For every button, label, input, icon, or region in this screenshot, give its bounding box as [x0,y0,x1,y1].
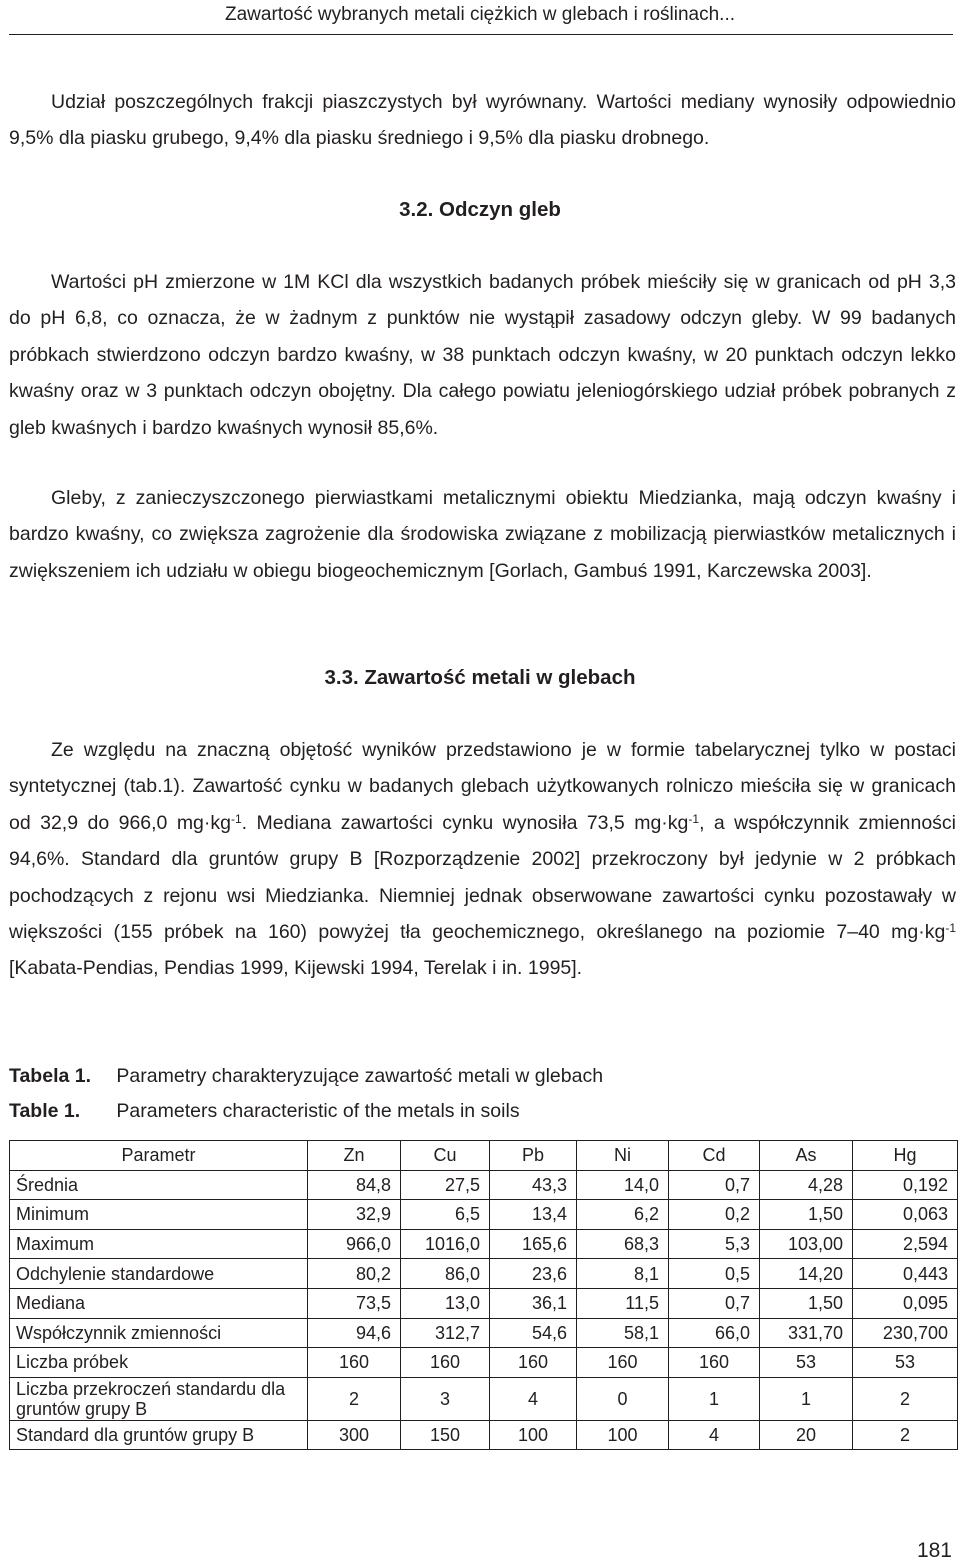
row-label: Współczynnik zmienności [10,1318,308,1348]
table-cell: 5,3 [669,1229,760,1259]
table-cell: 4 [490,1377,577,1420]
metals-parameters-table [9,1140,958,1450]
table-cell: 2 [853,1420,958,1450]
table-cell: 53 [853,1348,958,1378]
table-cell: 43,3 [490,1170,577,1200]
table-cell: 20 [760,1420,853,1450]
running-header: Zawartość wybranych metali ciężkich w glebach i roślinach... [224,4,736,25]
table-row [10,1377,958,1420]
table-cell: 966,0 [308,1229,401,1259]
paragraph-ph-values: Wartości pH zmierzone w 1M KCl dla wszystkich badanych próbek mieściły się w granicach od pH 3,3 do pH 6,8, co oznacza, że w żadnym z punktów nie wystąpił zasadowy odczyn gleby. W 99 badanych próbkach stwierdzono odczyn bardzo kwaśny, w 38 punktach odczyn kwaśny, w 20 punktach odczyn lekko kwaśny oraz w 3 punktach odczyn obojętny. Dla całego powiatu jeleniogórskiego udział próbek pobranych z gleb kwaśnych i bardzo kwaśnych wynosił 85,6%. [9,271,956,439]
table-cell: 103,00 [760,1229,853,1259]
table-cell: 86,0 [401,1259,490,1289]
table-cell: 160 [490,1348,577,1378]
table-cell: 300 [308,1420,401,1450]
table-cell: 160 [308,1348,401,1378]
table-cell: 230,700 [853,1318,958,1348]
table-cell: 54,6 [490,1318,577,1348]
table-row [10,1200,958,1230]
table-cell: 80,2 [308,1259,401,1289]
table-cell: 0,7 [669,1288,760,1318]
table-cell: 312,7 [401,1318,490,1348]
table-cell: 36,1 [490,1288,577,1318]
row-label: Maximum [10,1229,308,1259]
column-header: Pb [490,1141,577,1171]
column-header: Ni [577,1141,669,1171]
table-cell: 6,5 [401,1200,490,1230]
zinc-text-part-1: Ze względu na znaczną objętość wyników przedstawiono je w formie tabelarycznej tylko w postaci syntetycznej (tab.1). Zawartość cynku w badanych glebach użytkowanych rolniczo mieściła się w granicach od 32,9 do 966,0 mg·kg [9,739,956,834]
table-caption-polish [9,1063,603,1089]
table-row [10,1288,958,1318]
table-cell: 0,7 [669,1170,760,1200]
table-cell: 160 [669,1348,760,1378]
table-cell: 4 [669,1420,760,1450]
row-label: Odchylenie standardowe [10,1259,308,1289]
table-cell: 0,063 [853,1200,958,1230]
table-cell: 14,20 [760,1259,853,1289]
table-cell: 1 [669,1377,760,1420]
table-cell: 23,6 [490,1259,577,1289]
table-row [10,1259,958,1289]
table-cell: 58,1 [577,1318,669,1348]
table-cell: 1 [760,1377,853,1420]
table-header-row [10,1141,958,1171]
table-cell: 100 [577,1420,669,1450]
table-cell: 0,192 [853,1170,958,1200]
row-label: Średnia [10,1170,308,1200]
table-row [10,1170,958,1200]
table-cell: 8,1 [577,1259,669,1289]
column-header: Cu [401,1141,490,1171]
table-cell: 1,50 [760,1288,853,1318]
paragraph-miedzianka-soils: Gleby, z zanieczyszczonego pierwiastkami metalicznymi obiektu Miedzianka, mają odczyn kwaśny i bardzo kwaśny, co zwiększa zagrożenie dla środowiska związane z mobilizacją pierwiastków metalicznych i zwiększeniem ich udziału w obiegu biogeochemicznym [Gorlach, Gambuś 1991, Karczewska 2003]. [9,487,956,582]
table-cell: 0,5 [669,1259,760,1289]
row-label: Standard dla gruntów grupy B [10,1420,308,1450]
zinc-text-part-2: . Mediana zawartości cynku wynosiła 73,5 mg·kg [241,811,689,834]
table-cell: 27,5 [401,1170,490,1200]
table-cell: 66,0 [669,1318,760,1348]
caption-label: Tabela 1. [9,1065,92,1087]
table-cell: 0,2 [669,1200,760,1230]
table-cell: 2,594 [853,1229,958,1259]
row-label: Liczba przekroczeń standardu dla gruntów grupy B [10,1377,308,1420]
page-number: 181 [916,1539,952,1562]
zinc-text-part-3: , a współczynnik zmienności 94,6%. Standard dla gruntów grupy B [Rozporządzenie 2002] przekroczony był jedynie w 2 próbkach pochodzących z rejonu wsi Miedzianka. Niemniej jednak obserwowane zawartości cynku pozostawały w większości (155 próbek na 160) powyżej tła geochemicznego, określanego na poziomie 7–40 mg·kg [9,811,957,944]
row-label: Mediana [10,1288,308,1318]
table-cell: 165,6 [490,1229,577,1259]
column-header: Parametr [10,1141,308,1171]
table-cell: 160 [401,1348,490,1378]
section-heading-metal-content: 3.3. Zawartość metali w glebach [324,666,636,689]
table-cell: 1,50 [760,1200,853,1230]
table-cell: 0 [577,1377,669,1420]
column-header: Hg [853,1141,958,1171]
table-cell: 32,9 [308,1200,401,1230]
table-cell: 0,443 [853,1259,958,1289]
column-header: Zn [308,1141,401,1171]
header-rule [9,34,953,35]
table-cell: 1016,0 [401,1229,490,1259]
table-cell: 150 [401,1420,490,1450]
table-cell: 13,4 [490,1200,577,1230]
table-cell: 160 [577,1348,669,1378]
table-cell: 53 [760,1348,853,1378]
column-header: Cd [669,1141,760,1171]
table-cell: 14,0 [577,1170,669,1200]
exponent: -1 [945,921,956,936]
caption-text: Parametry charakteryzujące zawartość metali w glebach [116,1065,604,1087]
row-label: Liczba próbek [10,1348,308,1378]
caption-label: Table 1. [9,1100,81,1122]
exponent: -1 [688,811,700,826]
table-cell: 3 [401,1377,490,1420]
table-cell: 68,3 [577,1229,669,1259]
section-heading-soil-reaction: 3.2. Odczyn gleb [399,198,561,221]
table-cell: 13,0 [401,1288,490,1318]
table-cell: 11,5 [577,1288,669,1318]
table-row [10,1318,958,1348]
table-cell: 100 [490,1420,577,1450]
table-cell: 94,6 [308,1318,401,1348]
table-cell: 4,28 [760,1170,853,1200]
table-caption-english [9,1098,520,1124]
zinc-text-part-4: [Kabata-Pendias, Pendias 1999, Kijewski 1994, Terelak i in. 1995]. [9,957,583,980]
table-cell: 2 [853,1377,958,1420]
table-cell: 6,2 [577,1200,669,1230]
column-header: As [760,1141,853,1171]
caption-text: Parameters characteristic of the metals in soils [116,1100,520,1122]
table-cell: 331,70 [760,1318,853,1348]
table-cell: 84,8 [308,1170,401,1200]
exponent: -1 [231,811,242,826]
table-cell: 0,095 [853,1288,958,1318]
table-row [10,1229,958,1259]
row-label: Minimum [10,1200,308,1230]
table-row [10,1420,958,1450]
table-cell: 2 [308,1377,401,1420]
paragraph-zinc-content [9,732,956,987]
paragraph-sand-fractions: Udział poszczególnych frakcji piaszczystych był wyrównany. Wartości mediany wynosiły odpowiednio 9,5% dla piasku grubego, 9,4% dla piasku średniego i 9,5% dla piasku drobnego. [9,91,956,150]
table-row [10,1348,958,1378]
table-cell: 73,5 [308,1288,401,1318]
